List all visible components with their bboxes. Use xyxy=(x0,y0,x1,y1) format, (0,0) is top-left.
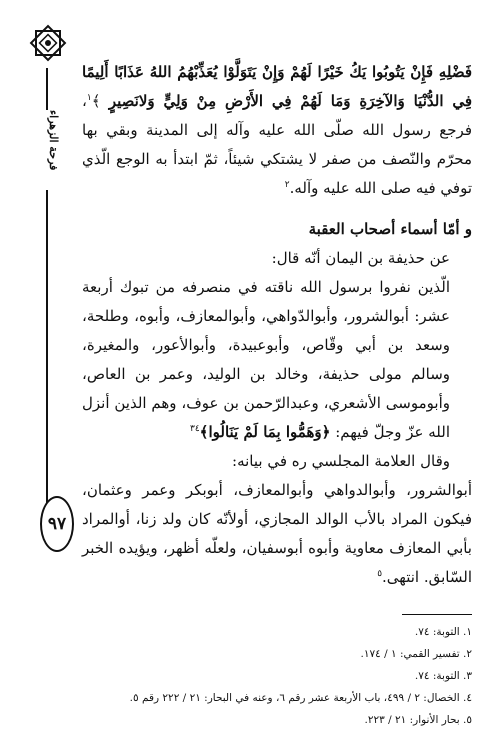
footnote: ٢. تفسير القمي: ١ / ١٧٤. xyxy=(360,648,472,660)
page-number: ٩٧ xyxy=(40,496,74,552)
footnote-ref-5: ٥ xyxy=(377,569,383,579)
paragraph-verse-continuation xyxy=(82,58,472,203)
page-body xyxy=(82,58,472,731)
footnote: ٣. التوبة: ٧٤. xyxy=(414,670,472,682)
footnote-ref-1: ١ xyxy=(86,93,92,103)
footnote-divider xyxy=(402,614,472,615)
footnote-ref-4: ٤ xyxy=(194,424,200,434)
paragraph-hudhayfa: عن حذيفة بن اليمان أنّه قال: xyxy=(271,249,450,267)
running-title: فرحة الزهراء xyxy=(45,110,61,190)
quran-verse: ﴿وَهَمُّوا بِمَا لَمْ يَنَالُوا﴾ xyxy=(199,423,331,441)
footnote-ref-3: ٣ xyxy=(189,424,195,434)
paragraph-explanation xyxy=(82,476,472,592)
side-rail xyxy=(32,18,67,538)
paragraph-list-of-names xyxy=(82,273,472,447)
footnote: ٥. بحار الأنوار: ٢١ / ٢٢٣. xyxy=(364,714,472,726)
paragraph-majlisi: وقال العلامة المجلسي ره في بيانه: xyxy=(232,452,450,470)
ornament-icon xyxy=(27,18,69,70)
footnotes xyxy=(82,621,472,731)
section-heading: و أمّا أسماء أصحاب العقبة xyxy=(308,220,472,238)
quran-verse: فَضْلِهِ فَإِنْ يَتُوبُوا يَكُ خَيْرًا لَهُمْ وَإِنْ يَتَوَلَّوْا يُعَذِّبْهُمُ اللهُ عَذَابًا أَلِيمًا فِي الدُّنْيَا وَالآخِرَةِ وَمَا لَهُمْ فِي الأَرْضِ مِنْ وَلِيٍّ وَلانَصِيرٍ xyxy=(82,63,473,110)
footnote-ref-2: ٢ xyxy=(284,180,290,190)
footnote: ٤. الخصال: ٢ / ٤٩٩، باب الأربعة عشر رقم ٦، وعنه في البحار: ٢١ / ٢٢٢ رقم ٥. xyxy=(129,692,472,704)
paragraph-text: الّذين نفروا برسول الله ناقته في منصرفه من تبوك أربعة عشر: أبوالشرور، وأبوالدّواهي، وأبوالمعازف، وأبوه، وطلحة، وسعد بن أبي وقّاص، وأبوعبيدة، وأبوالأعور، والمغيرة، وسالم مولى حذيفة، وخالد بن الوليد، وعمر بن العاص، وأبوموسى الأشعري، وعبدالرّحمن بن عوف، وهم الذين أنزل الله عزّ وجلّ فيهم: xyxy=(82,278,450,441)
verse-close-bracket: ﴾ xyxy=(91,92,109,110)
paragraph-text: أبوالشرور، وأبوالدواهي وأبوالمعازف، أبوبكر وعمر وعثمان، فيكون المراد بالأب الوالد المجازي، أولأنّه كان ولد زنا، أوالمراد بأبي المعازف معاوية وأبوه أبوسفيان، ولعلّه أظهر، ويؤيده الخبر السّابق. انتهى. xyxy=(82,481,472,586)
footnote: ١. التوبة: ٧٤. xyxy=(414,626,472,638)
paragraph-text: ، فرجع رسول الله صلّى الله عليه وآله إلى المدينة وبقي بها محرّم والنّصف من صفر لا يشتكي شيئاً، ثمّ ابتدأ به الوجع الّذي توفي فيه صلى الله عليه وآله. xyxy=(82,92,472,197)
